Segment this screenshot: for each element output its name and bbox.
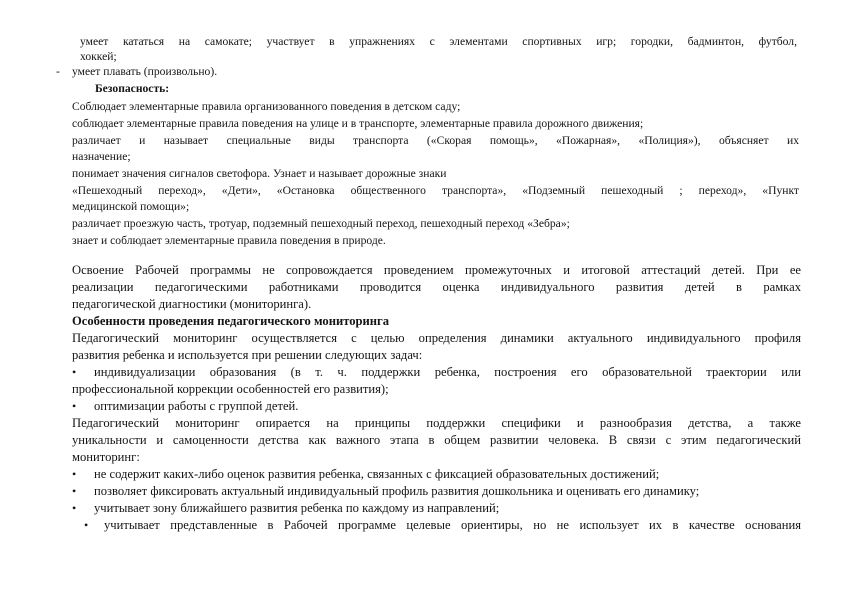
text-line: профессиональной коррекции особенностей его развития); [72,382,389,396]
text-line: знает и соблюдает элементарные правила поведения в природе. [72,234,386,247]
text-line: «Пешеходный переход», «Дети», «Остановка общественного транспорта», «Подземный пешеходный ; переход», «Пункт [72,184,799,197]
text-line: развития ребенка и используется при решении следующих задач: [72,348,423,362]
list-item: оптимизации работы с группой детей. [94,399,299,413]
text-line: назначение; [72,150,131,163]
text-line: уникальности и самоценности детства как важного этапа в общем развитии человека. В связи с этим педагогический [72,433,801,447]
list-item: не содержит каких-либо оценок развития ребенка, связанных с фиксацией образовательных достижений; [94,467,660,481]
section-heading-monitoring: Особенности проведения педагогического мониторинга [72,314,390,328]
text-line: Соблюдает элементарные правила организованного поведения в детском саду; [72,100,461,113]
text-line: Педагогический мониторинг опирается на принципы поддержки специфики и разнообразия детства, а также [72,416,801,430]
bullet-icon: • [72,467,77,481]
text-line: умеет кататься на самокате; участвует в упражнениях с элементами спортивных игр; городки, бадминтон, футбол, [80,35,797,48]
text-line: Освоение Рабочей программы не сопровождается проведением промежуточных и итоговой аттестаций детей. При ее [72,263,801,277]
bullet-icon: • [72,365,77,379]
bullet-icon: • [72,501,77,515]
text-line: Педагогический мониторинг осуществляется с целью определения динамики актуального индивидуального профиля [72,331,801,345]
list-dash: - [56,65,60,78]
bullet-icon: • [72,484,77,498]
text-line: медицинской помощи»; [72,200,190,213]
text-line: мониторинг: [72,450,140,464]
text-line: соблюдает элементарные правила поведения на улице и в транспорте, элементарные правила дорожного движения; [72,117,644,130]
list-item: учитывает представленные в Рабочей программе целевые ориентиры, но не использует их в качестве основания [104,518,801,532]
text-line: различает и называет специальные виды транспорта («Скорая помощь», «Пожарная», «Полиция»), объясняет их [72,134,799,147]
list-item: учитывает зону ближайшего развития ребенка по каждому из направлений; [94,501,500,515]
section-heading-safety: Безопасность: [95,82,170,95]
text-line: умеет плавать (произвольно). [72,65,218,78]
list-item: индивидуализации образования (в т. ч. поддержки ребенка, построения его образовательной траектории или [94,365,801,379]
text-line: различает проезжую часть, тротуар, подземный пешеходный переход, пешеходный переход «Зебра»; [72,217,570,230]
list-item: позволяет фиксировать актуальный индивидуальный профиль развития дошкольника и оценивать его динамику; [94,484,700,498]
text-line: реализации педагогическими работниками проводится оценка индивидуального развития детей в рамках [72,280,801,294]
bullet-icon: • [84,518,89,532]
text-line: понимает значения сигналов светофора. Узнает и называет дорожные знаки [72,167,447,180]
bullet-icon: • [72,399,77,413]
text-line: хоккей; [80,50,117,63]
text-line: педагогической диагностики (мониторинга). [72,297,312,311]
